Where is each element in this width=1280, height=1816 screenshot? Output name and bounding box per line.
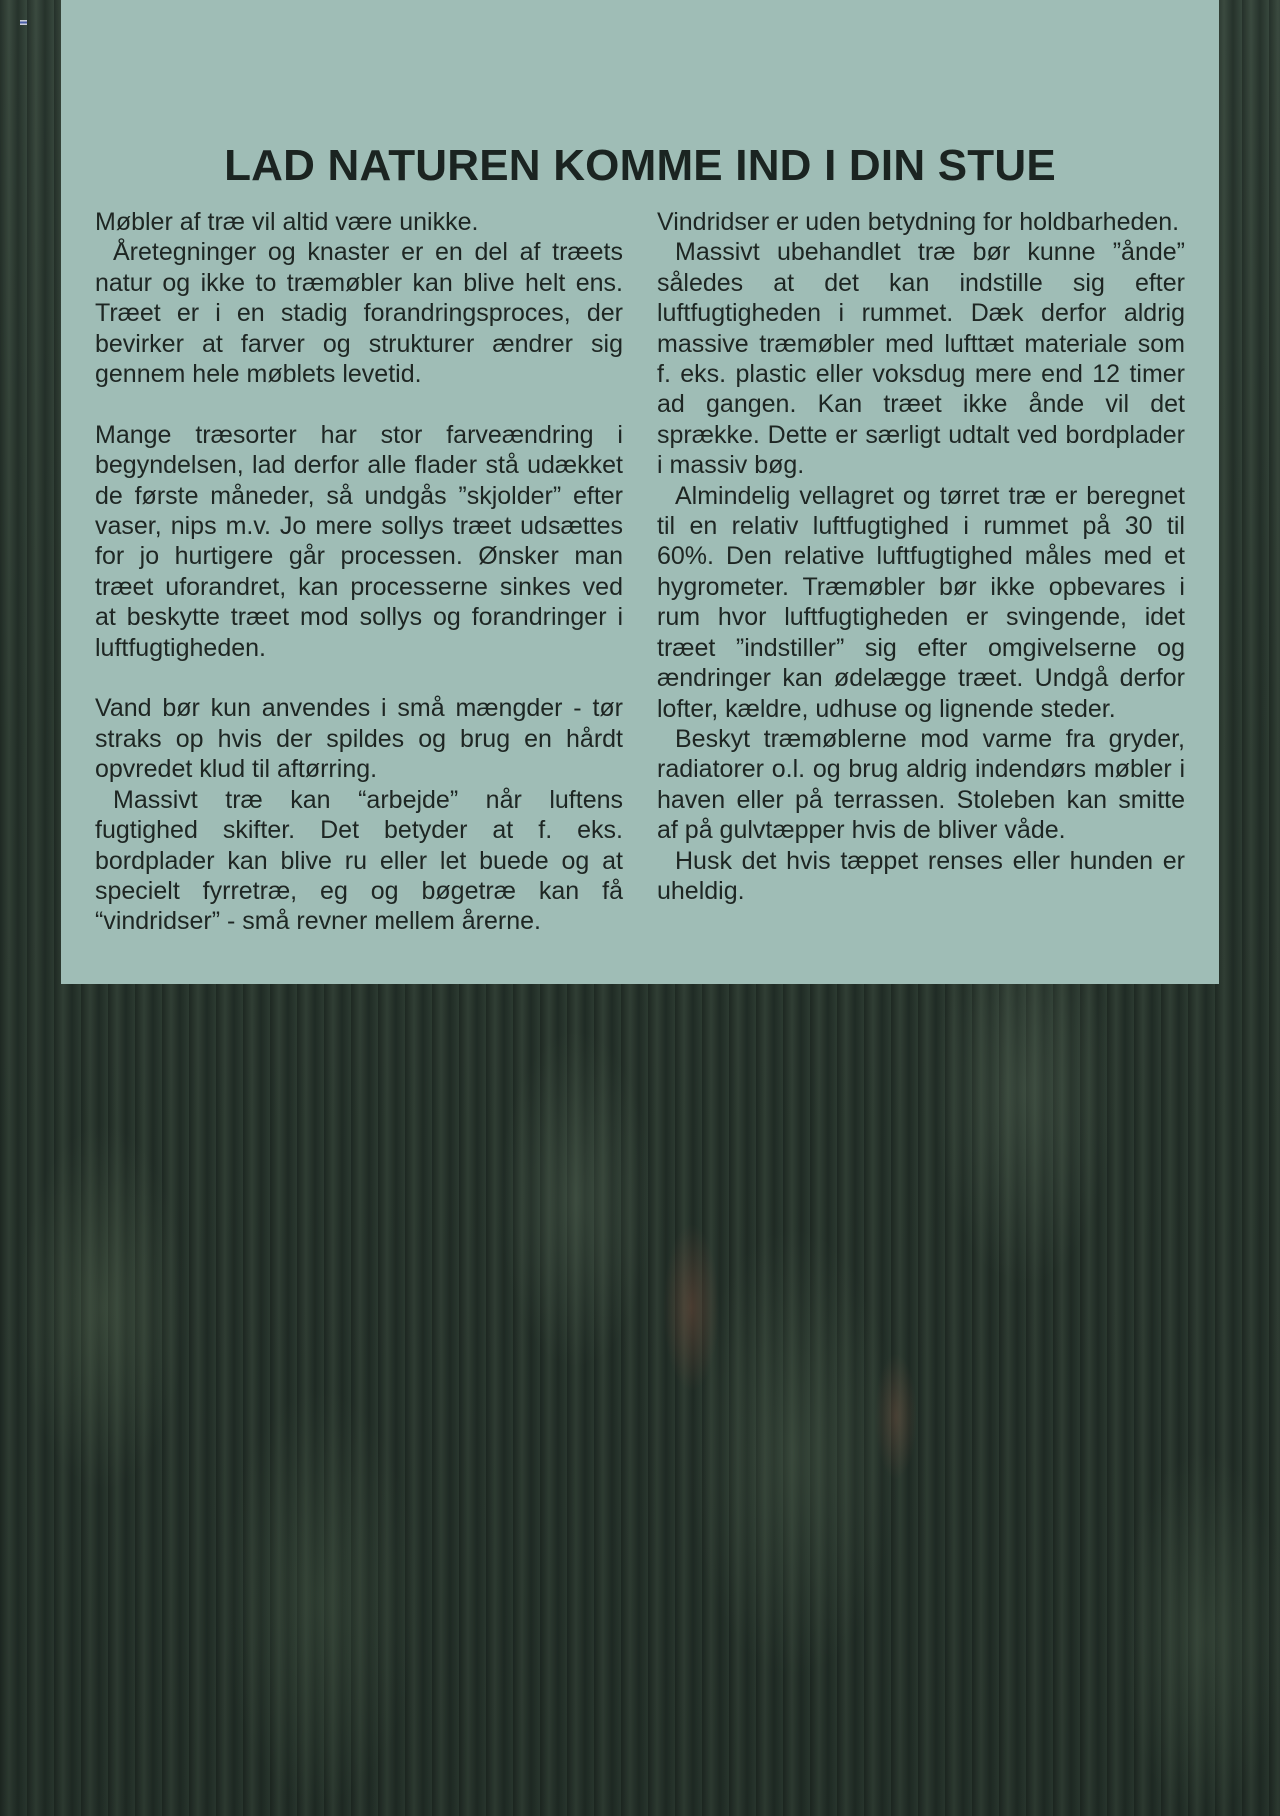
right-paragraph-5: Husk det hvis tæppet renses eller hunden er uheldig. xyxy=(657,846,1185,905)
flag-icon xyxy=(20,20,27,25)
left-paragraph-5: Massivt træ kan “arbejde” når luftens fugtighed skifter. Det betyder at f. eks. bordplader kan blive ru eller let buede og at specielt fyrretræ, eg og bøgetræ kan få “vindridser” - små revner mellem årerne. xyxy=(95,785,623,936)
left-paragraph-1: Møbler af træ vil altid være unikke. xyxy=(95,208,479,236)
left-paragraph-4: Vand bør kun anvendes i små mængder - tør straks op hvis der spildes og brug en hårdt opvredet klud til aftørring. xyxy=(95,694,623,784)
right-column xyxy=(657,207,1185,906)
right-paragraph-2: Massivt ubehandlet træ bør kunne ”ånde” således at det kan indstille sig efter luftfugtigheden i rummet. Dæk derfor aldrig massive træmøbler med lufttæt materiale som f. eks. plastic eller voksdug mere end 12 timer ad gangen. Kan træet ikke ånde vil det sprække. Dette er særligt udtalt ved bordplader i massiv bøg. xyxy=(657,238,1185,480)
left-paragraph-2: Åretegninger og knaster er en del af træets natur og ikke to træmøbler kan blive helt ens. Træet er i en stadig forandringsproces, der bevirker at farver og strukturer ændrer sig gennem hele møblets levetid. xyxy=(95,238,623,389)
right-paragraph-1: Vindridser er uden betydning for holdbarheden. xyxy=(657,208,1180,236)
right-paragraph-3: Almindelig vellagret og tørret træ er beregnet til en relativ luftfugtighed i rummet på 30 til 60%. Den relative luftfugtighed måles med et hygrometer. Træmøbler bør ikke opbevares i rum hvor luftfugtigheden er svingende, idet træet ”indstiller” sig efter omgivelserne og ændringer kan ødelægge træet. Undgå derfor lofter, kældre, udhuse og lignende steder. xyxy=(657,481,1185,723)
left-paragraph-3: Mange træsorter har stor farveændring i begyndelsen, lad derfor alle flader stå udækket de første måneder, så undgås ”skjolder” efter vaser, nips m.v. Jo mere sollys træet udsættes for jo hurtigere går processen. Ønsker man træet uforandret, kan processerne sinkes ved at beskytte træet mod sollys og forandringer i luftfugtigheden. xyxy=(95,420,623,662)
right-paragraph-4: Beskyt træmøblerne mod varme fra gryder, radiatorer o.l. og brug aldrig indendørs møbler i haven eller på terrassen. Stoleben kan smitte af på gulvtæpper hvis de bliver våde. xyxy=(657,724,1185,845)
text-panel xyxy=(61,0,1219,984)
page-title: LAD NATUREN KOMME IND I DIN STUE xyxy=(224,141,1056,190)
left-column xyxy=(95,207,623,937)
